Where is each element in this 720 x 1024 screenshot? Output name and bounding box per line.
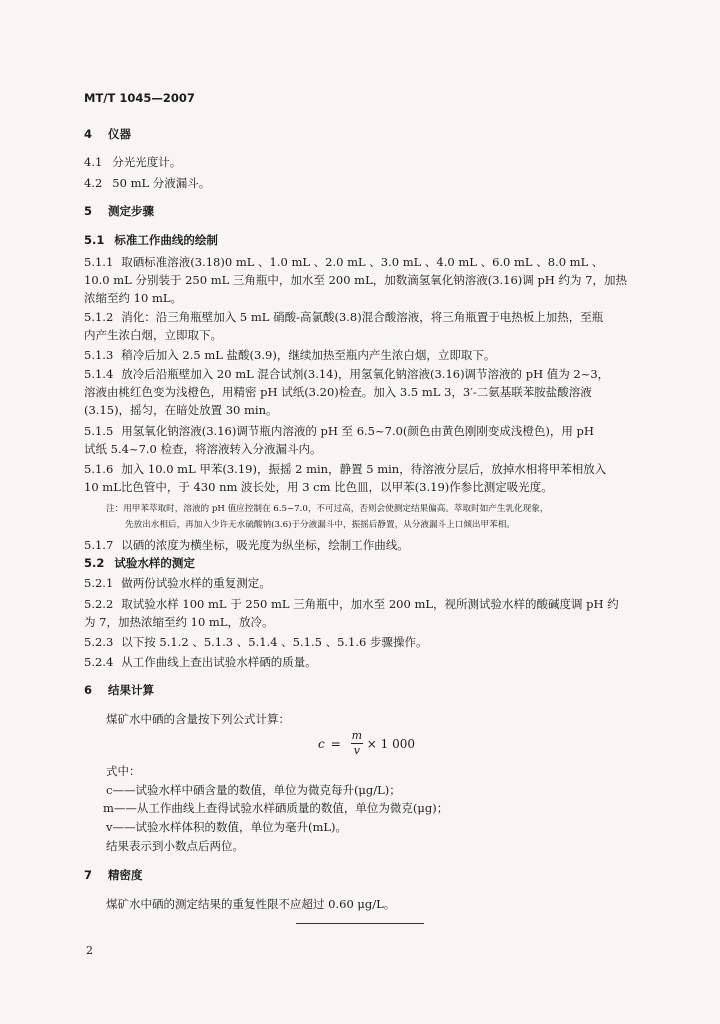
- line-text: 结果计算: [108, 683, 155, 697]
- clause-number: 4.2: [84, 176, 103, 190]
- text-line: [84, 597, 619, 612]
- text-line: [84, 615, 273, 630]
- note-line: [125, 518, 515, 533]
- text-line: [84, 273, 627, 288]
- line-text: v——试验水样体积的数值，单位为毫升(mL)。: [106, 820, 348, 834]
- line-text: 煤矿水中硒的测定结果的重复性限不应超过 0.60 μg/L。: [106, 897, 396, 911]
- clause-number: 4.1: [84, 155, 103, 169]
- text-line: [106, 764, 141, 779]
- text-line: [106, 712, 290, 727]
- text-line: [84, 255, 603, 270]
- clause-number: 5.1.4: [84, 367, 114, 381]
- text-line: [84, 442, 322, 457]
- line-text: 试验水样的测定: [114, 556, 195, 570]
- line-text: 做两份试验水样的重复测定。: [121, 576, 271, 590]
- formula-fraction: [351, 730, 363, 757]
- line-text: 溶液由桃红色变为浅橙色，用精密 pH 试纸(3.20)检查。加入 3.5 mL 3，3′-二氨基联苯胺盐酸溶液: [84, 385, 592, 399]
- line-text: 精密度: [108, 868, 143, 882]
- line-text: 10.0 mL 分别装于 250 mL 三角瓶中，加水至 200 mL，加数滴氢氧化钠溶液(3.16)调 pH 约为 7，加热: [84, 273, 627, 287]
- section-heading: [84, 127, 131, 142]
- text-line: [106, 820, 347, 835]
- clause-number: 5.1.1: [84, 255, 114, 269]
- line-text: 分光光度计。: [112, 155, 182, 169]
- text-line: [84, 367, 609, 382]
- formula-equals: =: [330, 736, 341, 751]
- line-text: 稍冷后加入 2.5 mL 盐酸(3.9)，继续加热至瓶内产生浓白烟，立即取下。: [121, 348, 496, 362]
- line-text: 煤矿水中硒的含量按下列公式计算：: [106, 712, 290, 726]
- line-text: 以硒的浓度为横坐标，吸光度为纵坐标，绘制工作曲线。: [121, 538, 409, 552]
- text-line: [84, 480, 553, 495]
- text-line: [103, 801, 448, 816]
- text-line: [84, 176, 210, 191]
- text-line: [84, 155, 181, 170]
- formula-denominator: v: [353, 744, 360, 757]
- line-text: 为 7，加热浓缩至约 10 mL，放冷。: [84, 615, 274, 629]
- text-line: [84, 328, 222, 343]
- line-text: 内产生浓白烟，立即取下。: [84, 328, 222, 342]
- text-line: [106, 839, 244, 854]
- clause-number: 5.1.5: [84, 424, 114, 438]
- formula-numerator: m: [351, 729, 363, 742]
- text-line: [106, 897, 395, 912]
- text-line: [84, 348, 495, 363]
- text-line: [84, 403, 278, 418]
- section-heading: [84, 556, 195, 571]
- line-text: 50 mL 分液漏斗。: [112, 176, 211, 190]
- line-text: m——从工作曲线上查得试验水样硒质量的数值，单位为微克(μg)；: [103, 801, 449, 815]
- line-text: (3.15)，摇匀，在暗处放置 30 min。: [84, 403, 278, 417]
- section-heading: [84, 233, 218, 248]
- clause-number: 6: [84, 683, 93, 697]
- clause-number: 5.2.1: [84, 576, 114, 590]
- section-heading: [84, 683, 154, 698]
- clause-number: 5.2: [84, 556, 105, 570]
- standard-code: MT/T 1045—2007: [84, 91, 195, 105]
- line-text: 用氢氧化钠溶液(3.16)调节瓶内溶液的 pH 至 6.5~7.0(颜色由黄色刚刚变成浅橙色)，用 pH: [121, 424, 594, 438]
- clause-number: 5.1: [84, 233, 105, 247]
- clause-number: 5.2.3: [84, 635, 114, 649]
- line-text: 式中：: [106, 764, 141, 778]
- text-line: [84, 385, 592, 400]
- end-rule: [296, 923, 424, 924]
- clause-number: 5.1.3: [84, 348, 114, 362]
- clause-number: 5.1.7: [84, 538, 114, 552]
- line-text: 浓缩至约 10 mL。: [84, 291, 182, 305]
- line-text: 测定步骤: [108, 204, 155, 218]
- text-line: [84, 291, 182, 306]
- section-heading: [84, 868, 143, 883]
- text-line: [84, 655, 317, 670]
- text-line: [106, 783, 401, 798]
- line-text: 标准工作曲线的绘制: [114, 233, 218, 247]
- clause-number: 5.1.6: [84, 462, 114, 476]
- line-text: 注：用甲苯萃取时，溶液的 pH 值应控制在 6.5~7.0，不可过高，否则会使测定结果偏高。萃取时如产生乳化现象，: [106, 504, 549, 514]
- line-text: c——试验水样中硒含量的数值，单位为微克每升(μg/L)；: [106, 783, 401, 797]
- clause-number: 5.1.2: [84, 310, 114, 324]
- text-line: [84, 462, 606, 477]
- line-text: 以下按 5.1.2 、5.1.3 、5.1.4 、5.1.5 、5.1.6 步骤操作。: [121, 635, 428, 649]
- clause-number: 5.2.2: [84, 597, 114, 611]
- text-line: [84, 424, 594, 439]
- line-text: 放冷后沿瓶壁加入 20 mL 混合试剂(3.14)，用氢氧化钠溶液(3.16)调节溶液的 pH 值为 2~3，: [121, 367, 610, 381]
- text-line: [84, 576, 271, 591]
- clause-number: 7: [84, 868, 93, 882]
- formula-lhs: c: [318, 736, 325, 751]
- line-text: 10 mL比色管中，于 430 nm 波长处，用 3 cm 比色皿，以甲苯(3.19)作参比测定吸光度。: [84, 480, 553, 494]
- line-text: 先放出水相后，再加入少许无水硫酸钠(3.6)于分液漏斗中，振摇后静置，从分液漏斗上口倾出甲苯相。: [125, 520, 515, 530]
- line-text: 取试验水样 100 mL 于 250 mL 三角瓶中，加水至 200 mL，视所测试验水样的酸碱度调 pH 约: [121, 597, 619, 611]
- line-text: 仪器: [108, 127, 132, 141]
- formula-rhs: × 1 000: [366, 736, 416, 751]
- line-text: 加入 10.0 mL 甲苯(3.19)，振摇 2 min，静置 5 min，待溶液分层后，放掉水相将甲苯相放入: [121, 462, 607, 476]
- section-heading: [84, 204, 154, 219]
- line-text: 结果表示到小数点后两位。: [106, 839, 244, 853]
- clause-number: 5.2.4: [84, 655, 114, 669]
- clause-number: 4: [84, 127, 93, 141]
- formula: [318, 730, 415, 757]
- line-text: 从工作曲线上查出试验水样硒的质量。: [121, 655, 317, 669]
- line-text: 试纸 5.4~7.0 检查，将溶液转入分液漏斗内。: [84, 442, 322, 456]
- text-line: [84, 310, 603, 325]
- text-line: [84, 635, 428, 650]
- text-line: [84, 538, 409, 553]
- page-number: 2: [86, 944, 93, 957]
- clause-number: 5: [84, 204, 93, 218]
- line-text: 取硒标准溶液(3.18)0 mL 、1.0 mL 、2.0 mL 、3.0 mL 、4.0 mL 、6.0 mL 、8.0 mL 、: [121, 255, 604, 269]
- line-text: 消化：沿三角瓶壁加入 5 mL 硝酸-高氯酸(3.8)混合酸溶液，将三角瓶置于电热板上加热，至瓶: [121, 310, 604, 324]
- note-line: [106, 502, 548, 517]
